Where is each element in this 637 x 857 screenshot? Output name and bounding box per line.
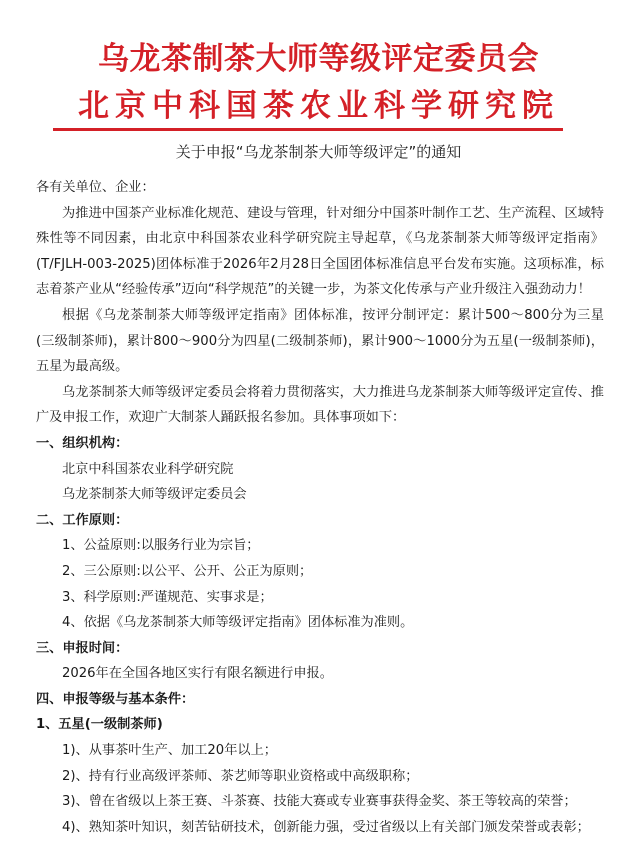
paragraph-scoring: 根据《乌龙茶制茶大师等级评定指南》团体标准，按评分制评定：累计500～800分为三星(三级制茶师)，累计800～900分为四星(二级制茶师)，累计900～1000分为五星(一级制茶师)，五星为最高级。	[36, 307, 604, 375]
list-item: 乌龙茶制茶大师等级评定委员会	[62, 487, 247, 503]
notice-title: 关于申报“乌龙茶制茶大师等级评定”的通知	[175, 143, 462, 161]
list-item: 1)、从事茶叶生产、加工20年以上；	[62, 743, 277, 759]
header-divider	[53, 128, 563, 131]
notice-body	[36, 175, 604, 840]
section-heading-organization: 一、组织机构：	[36, 435, 129, 451]
list-item: 3、科学原则:严谨规范、实事求是；	[62, 589, 273, 605]
issuer-committee-title: 乌龙茶制茶大师等级评定委员会	[98, 41, 539, 77]
paragraph-invitation: 乌龙茶制茶大师等级评定委员会将着力贯彻落实，大力推进乌龙茶制茶大师等级评定宣传、推广及申报工作，欢迎广大制茶人踊跃报名参加。具体事项如下：	[36, 384, 604, 426]
paragraph-intro: 为推进中国茶产业标准化规范、建设与管理，针对细分中国茶叶制作工艺、生产流程、区域特殊性等不同因素，由北京中科国茶农业科学研究院主导起草，《乌龙茶制茶大师等级评定指南》(T/FJLH-003-2025)团体标准于2026年2月28日全国团体标准信息平台发布实施。这项标准，标志着茶产业从“经验传承”迈向“科学规范”的关键一步，为茶文化传承与产业升级注入强劲动力！	[36, 205, 604, 298]
section-heading-principles: 二、工作原则：	[36, 512, 129, 528]
list-item: 2、三公原则:以公平、公开、公正为原则；	[62, 563, 313, 579]
list-item: 1、公益原则:以服务行业为宗旨；	[62, 538, 260, 554]
subsection-heading-five-star: 1、五星(一级制茶师)	[36, 717, 163, 733]
list-item: 4)、熟知茶叶知识，刻苦钻研技术，创新能力强，受过省级以上有关部门颁发荣誉或表彰；	[62, 819, 590, 835]
section-heading-levels: 四、申报等级与基本条件：	[36, 691, 195, 707]
list-item: 北京中科国茶农业科学研究院	[62, 461, 234, 477]
list-item: 2026年在全国各地区实行有限名额进行申报。	[62, 666, 333, 682]
list-item: 2)、持有行业高级评茶师、茶艺师等职业资格或中高级职称；	[62, 768, 419, 784]
list-item: 3)、曾在省级以上茶王赛、斗茶赛、技能大赛或专业赛事获得金奖、茶王等较高的荣誉；	[62, 794, 577, 810]
issuer-institute-title: 北京中科国茶农业科学研究院	[78, 88, 559, 124]
section-heading-time: 三、申报时间：	[36, 640, 129, 656]
list-item: 4、依据《乌龙茶制茶大师等级评定指南》团体标准为准则。	[62, 615, 414, 631]
salutation: 各有关单位、企业：	[36, 180, 155, 195]
